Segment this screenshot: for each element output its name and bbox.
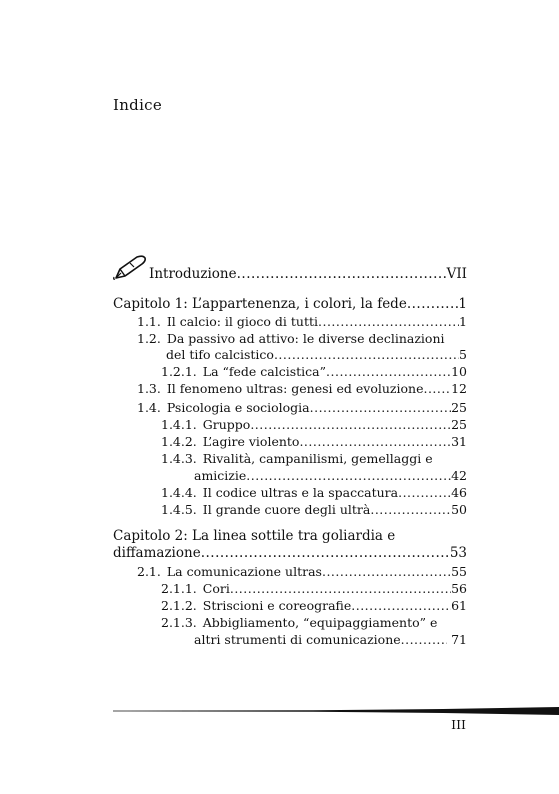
toc-leader-dots	[401, 632, 447, 648]
toc-section-number: 1.1.	[137, 314, 161, 329]
toc-section-number: 1.4.5.	[161, 502, 197, 517]
toc-leader-dots	[318, 314, 459, 330]
toc-page-number: 25	[451, 400, 467, 415]
toc-entry-1-2-line1[interactable]	[137, 331, 445, 347]
toc-entry-2-1[interactable]	[137, 564, 467, 580]
toc-section-number: 2.1.	[137, 564, 161, 579]
toc-entry-2-1-2[interactable]	[161, 598, 467, 614]
toc-title: del tifo calcistico	[166, 347, 274, 362]
toc-page-number: 71	[451, 632, 467, 647]
toc-title: Rivalità, campanilismi, gemellaggi e	[202, 451, 433, 466]
toc-entry-introduzione[interactable]	[149, 266, 467, 282]
toc-title: Abbigliamento, “equipaggiamento” e	[202, 615, 438, 630]
toc-title: Il codice ultras e la spaccatura	[202, 485, 399, 500]
toc-page-number: 1	[459, 314, 467, 329]
toc-entry-1-4-3[interactable]	[194, 468, 467, 484]
toc-page-number: 10	[451, 364, 467, 379]
toc-leader-dots	[398, 485, 451, 501]
toc-leader-dots	[230, 581, 451, 597]
toc-leader-dots	[310, 400, 451, 416]
footer-page-number: III	[451, 717, 466, 732]
toc-title: Cori	[202, 581, 230, 596]
toc-title: altri strumenti di comunicazione	[194, 632, 401, 647]
toc-title: Striscioni e coreografie	[202, 598, 352, 613]
toc-entry-chapter-2[interactable]	[113, 545, 467, 561]
toc-title: Capitolo 1: L’appartenenza, i colori, la fede	[113, 296, 407, 312]
toc-entry-1-4-5[interactable]	[161, 502, 467, 518]
toc-page-number: 50	[451, 502, 467, 517]
toc-title: L’agire violento	[202, 434, 300, 449]
toc-page-number: VII	[446, 266, 467, 282]
toc-entry-chapter-1[interactable]	[113, 296, 467, 312]
toc-title: Capitolo 2: La linea sottile tra goliardia e	[113, 528, 396, 544]
toc-page-number: 25	[451, 417, 467, 432]
toc-entry-2-1-1[interactable]	[161, 581, 467, 597]
toc-entry-2-1-3-line1[interactable]	[161, 615, 437, 631]
footer-rule	[113, 707, 559, 715]
toc-page-number: 42	[451, 468, 467, 483]
toc-title: La comunicazione ultras	[166, 564, 322, 579]
toc-entry-1-2-1[interactable]	[161, 364, 467, 380]
toc-entry-1-3[interactable]	[137, 381, 467, 397]
toc-title: Il grande cuore degli ultrà	[202, 502, 371, 517]
toc-title: diffamazione	[113, 545, 201, 561]
toc-entry-2-1-3[interactable]	[194, 632, 467, 648]
toc-title: La “fede calcistica”	[202, 364, 327, 379]
toc-leader-dots	[370, 502, 451, 518]
toc-entry-1-4-2[interactable]	[161, 434, 467, 450]
toc-page-number: 46	[451, 485, 467, 500]
toc-leader-dots	[326, 364, 451, 380]
toc-section-number: 2.1.3.	[161, 615, 197, 630]
toc-entry-1-2[interactable]	[166, 347, 467, 363]
toc-section-number: 1.4.	[137, 400, 161, 415]
toc-leader-dots	[299, 434, 451, 450]
toc-leader-dots	[237, 266, 447, 282]
toc-page-number: 53	[449, 545, 467, 561]
toc-page-number: 61	[451, 598, 467, 613]
fountain-pen-icon	[113, 255, 147, 281]
toc-title: Psicologia e sociologia	[166, 400, 310, 415]
page-heading: Indice	[113, 96, 163, 114]
toc-leader-dots	[246, 468, 451, 484]
toc-section-number: 1.4.4.	[161, 485, 197, 500]
toc-section-number: 1.2.	[137, 331, 161, 346]
toc-section-number: 1.2.1.	[161, 364, 197, 379]
toc-title: amicizie	[194, 468, 247, 483]
toc-title: Da passivo ad attivo: le diverse declinazioni	[166, 331, 445, 346]
toc-title: Il calcio: il gioco di tutti	[166, 314, 319, 329]
toc-leader-dots	[407, 296, 459, 312]
toc-page-number: 55	[451, 564, 467, 579]
toc-section-number: 2.1.1.	[161, 581, 197, 596]
toc-page-number: 1	[458, 296, 467, 312]
toc-entry-1-4[interactable]	[137, 400, 467, 416]
toc-section-number: 1.4.1.	[161, 417, 197, 432]
toc-entry-1-4-3-line1[interactable]	[161, 451, 433, 467]
toc-section-number: 1.4.2.	[161, 434, 197, 449]
toc-section-number: 1.4.3.	[161, 451, 197, 466]
toc-leader-dots	[423, 381, 451, 397]
toc-leader-dots	[322, 564, 451, 580]
toc-leader-dots	[351, 598, 451, 614]
toc-title: Gruppo	[202, 417, 251, 432]
toc-page-number: 5	[459, 347, 467, 362]
toc-entry-1-1[interactable]	[137, 314, 467, 330]
toc-title: Il fenomeno ultras: genesi ed evoluzione	[166, 381, 424, 396]
toc-entry-chapter-2-line1[interactable]	[113, 528, 395, 544]
toc-entry-1-4-1[interactable]	[161, 417, 467, 433]
toc-title: Introduzione	[149, 266, 237, 282]
toc-page-number: 12	[451, 381, 467, 396]
toc-leader-dots	[201, 545, 450, 561]
toc-page-number: 56	[451, 581, 467, 596]
toc-section-number: 1.3.	[137, 381, 161, 396]
toc-leader-dots	[274, 347, 459, 363]
toc-section-number: 2.1.2.	[161, 598, 197, 613]
toc-entry-1-4-4[interactable]	[161, 485, 467, 501]
toc-page-number: 31	[451, 434, 467, 449]
toc-leader-dots	[250, 417, 451, 433]
